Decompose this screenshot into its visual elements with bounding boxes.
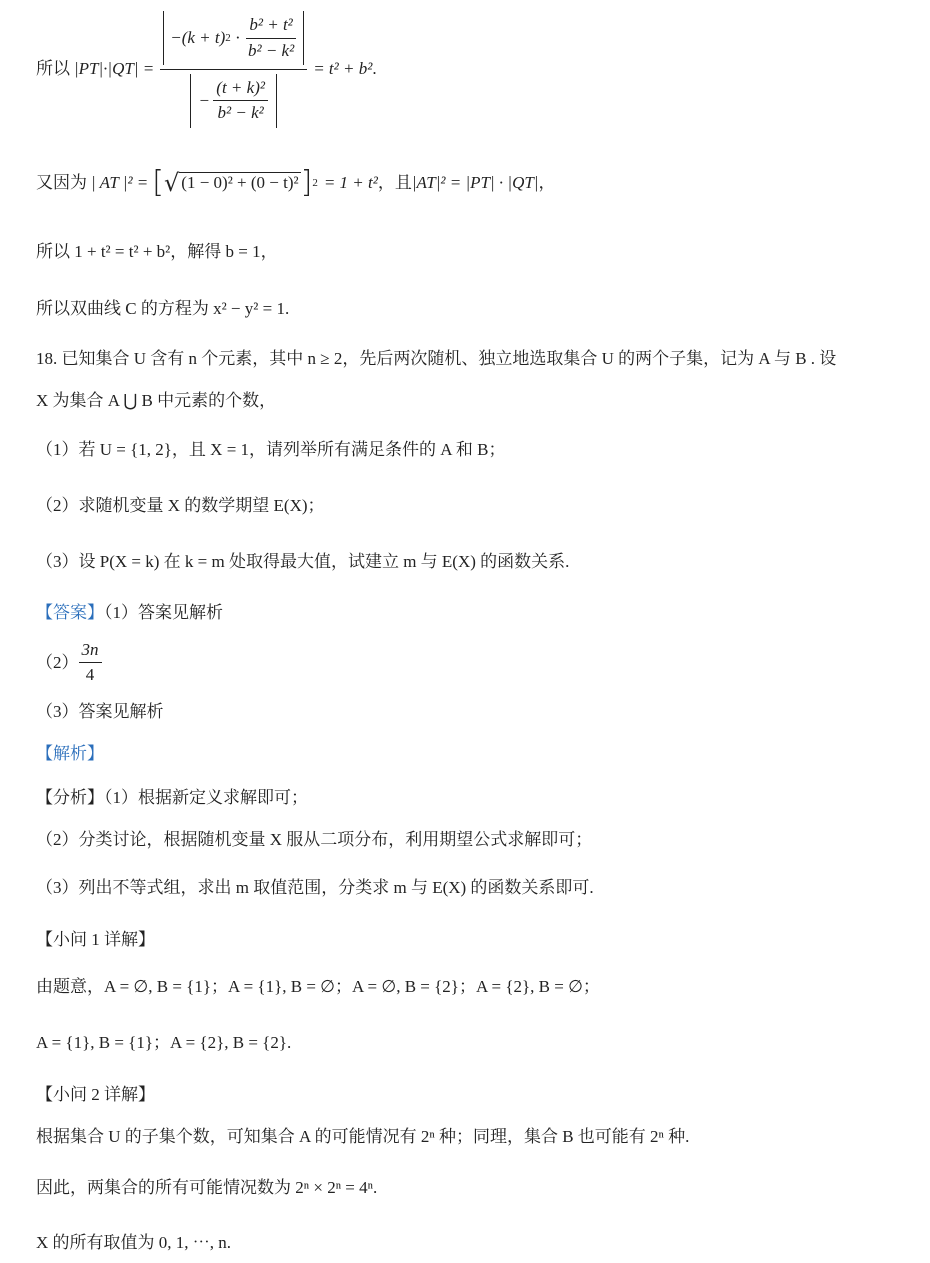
formula-at-squared: | AT |² = xyxy=(91,172,149,192)
formula-equality: |AT|² = |PT| · |QT| xyxy=(411,172,539,192)
answer-1: （1）答案见解析 xyxy=(104,603,223,622)
jiexi-tag: 【解析】 xyxy=(36,744,104,763)
text-and: ，且 xyxy=(377,172,412,192)
answer-2-fraction xyxy=(79,640,102,686)
answer-2-prefix: （2） xyxy=(36,652,79,672)
sub2-line-b: 因此，两集合的所有可能情况数为 2ⁿ × 2ⁿ = 4ⁿ. xyxy=(36,1178,378,1197)
sub2-line-c: X 的所有取值为 0, 1, ⋯, n. xyxy=(36,1233,232,1252)
text-prefix: 所以 xyxy=(36,59,70,79)
text-prefix: 又因为 xyxy=(36,172,87,192)
bot-num: (t + k)² xyxy=(213,78,268,101)
answer-tag: 【答案】 xyxy=(36,603,104,622)
answer-line-1 xyxy=(36,603,223,623)
sub1-line-b: A = {1}, B = {1}；A = {2}, B = {2}. xyxy=(36,1033,292,1052)
analysis-3: （3）列出不等式组，求出 m 取值范围，分类求 m 与 E(X) 的函数关系即可. xyxy=(36,878,594,897)
sqrt-expr: (1 − 0)² + (0 − t)² xyxy=(181,173,299,193)
answer-2-num: 3n xyxy=(79,640,102,663)
text-line-solve-b: 所以 1 + t² = t² + b²，解得 b = 1， xyxy=(36,242,278,261)
sub2-title: 【小问 2 详解】 xyxy=(36,1085,155,1104)
analysis-2: （2）分类讨论，根据随机变量 X 服从二项分布，利用期望公式求解即可； xyxy=(36,830,593,849)
formula-at: 又因为 | AT |² = [ √ (1 − 0)² + (0 − t)² ] 2 = 1 + t² ，且 |AT|² = |PT| · |QT| ， xyxy=(36,165,556,200)
sub2-line-a: 根据集合 U 的子集个数，可知集合 A 的可能情况有 2ⁿ 种；同理，集合 B 也可能有 2ⁿ 种. xyxy=(36,1127,690,1146)
formula-lhs: |PT|·|QT| = xyxy=(74,59,155,79)
sub1-title: 【小问 1 详解】 xyxy=(36,930,155,949)
question-18-part-2: （2）求随机变量 X 的数学期望 E(X)； xyxy=(36,496,325,515)
question-18-part-3: （3）设 P(X = k) 在 k = m 处取得最大值，试建立 m 与 E(X) 的函数关系. xyxy=(36,552,570,571)
formula-result: = 1 + t² xyxy=(323,172,378,192)
question-18-stem-b: X 为集合 A ⋃ B 中元素的个数， xyxy=(36,391,277,410)
big-fraction: −(k + t) 2 · $\frac{\text{b² + t²}}{\text{b² − k²}}$ − $\frac{\text{(t + k)²}}{\text{b² − k²}}$ xyxy=(160,11,307,128)
sub1-line-a: 由题意，A = ∅, B = {1}；A = {1}, B = ∅；A = ∅, B = {2}；A = {2}, B = ∅； xyxy=(36,977,600,996)
bottom-inner-fraction xyxy=(213,78,268,124)
analysis-1: 【分析】（1）根据新定义求解即可； xyxy=(36,788,308,807)
top-num-a: −(k + t) xyxy=(170,27,226,47)
question-18-stem-a: 18. 已知集合 U 含有 n 个元素，其中 n ≥ 2，先后两次随机、独立地选取集合 U 的两个子集，记为 A 与 B . 设 xyxy=(36,349,837,368)
text-line-hyperbola: 所以双曲线 C 的方程为 x² − y² = 1. xyxy=(36,299,290,318)
answer-2-den: 4 xyxy=(85,665,95,685)
text-comma: ， xyxy=(538,172,556,192)
question-18-part-1: （1）若 U = {1, 2}，且 X = 1，请列举所有满足条件的 A 和 B； xyxy=(36,440,506,459)
answer-line-2 xyxy=(36,640,102,686)
top-inner-fraction xyxy=(245,15,297,61)
top-num-b: b² + t² xyxy=(246,15,295,38)
bot-den: b² − k² xyxy=(217,103,264,123)
answer-3: （3）答案见解析 xyxy=(36,702,164,721)
top-den-b: b² − k² xyxy=(247,40,295,60)
formula-rhs: = t² + b² xyxy=(313,59,373,79)
formula-pt-qt: 所以 |PT|·|QT| = −(k + t) 2 · $\frac{\text{b² + t²}}{\text{b² − k²}}$ − $\frac{\text{(t + k)²}}{\text{b² − k²}}$ = t² + b² . xyxy=(36,2,377,137)
